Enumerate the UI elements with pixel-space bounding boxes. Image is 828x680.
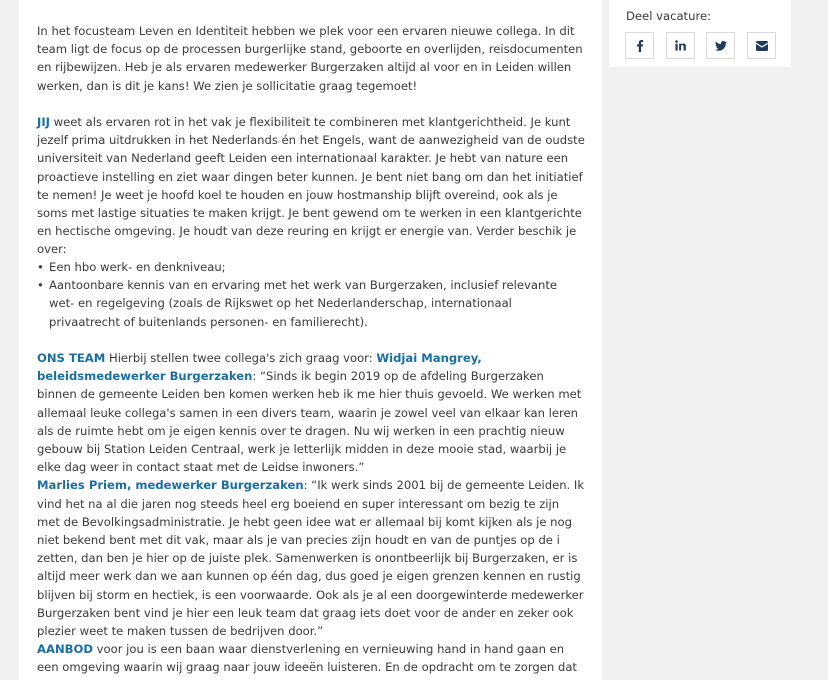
jij-paragraph — [37, 113, 585, 259]
linkedin-icon — [675, 40, 686, 51]
share-label: Deel vacature: — [626, 9, 711, 23]
person1-link[interactable]: Widjai Mangrey, beleidsmedewerker Burgerzaken — [37, 351, 482, 384]
person2-quote: : “Ik werk sinds 2001 bij de gemeente Leiden. Ik vind het na al die jaren nog steeds heel erg boeiend en super interessant om bezig te zijn met de Bevolkingsadministratie. Je hebt geen idee wat er allemaal bij komt kijken als je nog niet bekend bent met dit vak, maar als je van precies zijn houdt en van de puntjes op de i zetten, dan ben je hier op de juiste plek. Samenwerken is onontbeerlijk bij Burgerzaken, er is altijd meer werk dan we aan kunnen op één dag, dus goed je eigen grenzen kennen en rustig blijven bij storm en hectiek, is een voorwaarde. Ook als je al een doorgewinterde medewerker Burgerzaken bent vind je hier een leuk team dat graag iets doet voor de ander en zeker ook plezier weet te maken tussen de bedrijven door.” — [37, 478, 585, 639]
envelope-icon — [756, 41, 768, 51]
requirements-list — [37, 258, 585, 331]
team-intro: Hierbij stellen twee collega's zich graag voor: — [105, 351, 377, 365]
aanbod-paragraph — [37, 640, 585, 676]
intro-paragraph: In het focusteam Leven en Identiteit hebben we plek voor een ervaren nieuwe collega. In dit team ligt de focus op de processen burgerlijke stand, geboorte en overlijden, reisdocumenten en rijbewijzen. Heb je als ervaren medewerker Burgerzaken altijd al voor en in Leiden willen werken, dan is dit je kans! We zien je sollicitatie graag tegemoet! — [37, 24, 583, 93]
team-heading: ONS TEAM — [37, 351, 106, 365]
person1-quote: : “Sinds ik begin 2019 op de afdeling Burgerzaken binnen de gemeente Leiden ben komen werken heb ik me hier thuis gevoeld. We werken met allemaal leuke collega's samen in een divers team, waarin je zowel veel van elkaar kan leren als de ruimte hebt om je eigen kennis over te dragen. Nu wij werken in een prachtig nieuw gebouw bij Station Leiden Centraal, werk je letterlijk midden in deze mooie stad, waarbij je elke dag weer in contact staat met de Leidse inwoners.” — [37, 369, 582, 475]
list-item: • Aantoonbare kennis van en ervaring met het werk van Burgerzaken, inclusief relevante wet- en regelgeving (zoals de Rijkswet op het Nederlanderschap, internationaal privaatrecht of buitenlands personen- en familierecht). — [37, 276, 585, 331]
list-item: • Een hbo werk- en denkniveau; — [37, 258, 585, 276]
jij-heading: JIJ — [37, 115, 50, 129]
linkedin-share-button[interactable] — [666, 32, 695, 59]
twitter-icon — [715, 41, 727, 51]
person2-link[interactable]: Marlies Priem, medewerker Burgerzaken — [37, 478, 304, 493]
aanbod-heading: AANBOD — [37, 642, 93, 656]
email-share-button[interactable] — [747, 32, 776, 59]
aanbod-text: voor jou is een baan waar dienstverlening en vernieuwing hand in hand gaan en een omgeving waarin wij graag naar jouw ideeën luisteren. En de opdracht om te zorgen dat — [37, 642, 577, 675]
facebook-share-button[interactable] — [625, 32, 654, 59]
jij-text: weet als ervaren rot in het vak je flexibiliteit te combineren met klantgerichtheid. Je kunt jezelf prima uitdrukken in het Nederlands én het Engels, want de aanwezigheid van de oudste universiteit van Nederland geeft Leiden een internationaal karakter. Je hebt van nature een proactieve instelling en ziet waar dingen beter kunnen. Je bent niet bang om dan het initiatief te nemen! Je weet je hoofd koel te houden en jouw hostmanship blijft overeind, ook als je soms met lastige situaties te maken krijgt. Je bent gewend om te werken in een klantgerichte en hectische omgeving. Je houdt van deze reuring en krijgt er energie van. Verder beschik je over: — [37, 115, 585, 257]
facebook-icon — [636, 40, 644, 52]
share-panel — [609, 0, 791, 67]
twitter-share-button[interactable] — [706, 32, 735, 59]
vacancy-content — [19, 0, 602, 680]
team-paragraph — [37, 349, 585, 640]
